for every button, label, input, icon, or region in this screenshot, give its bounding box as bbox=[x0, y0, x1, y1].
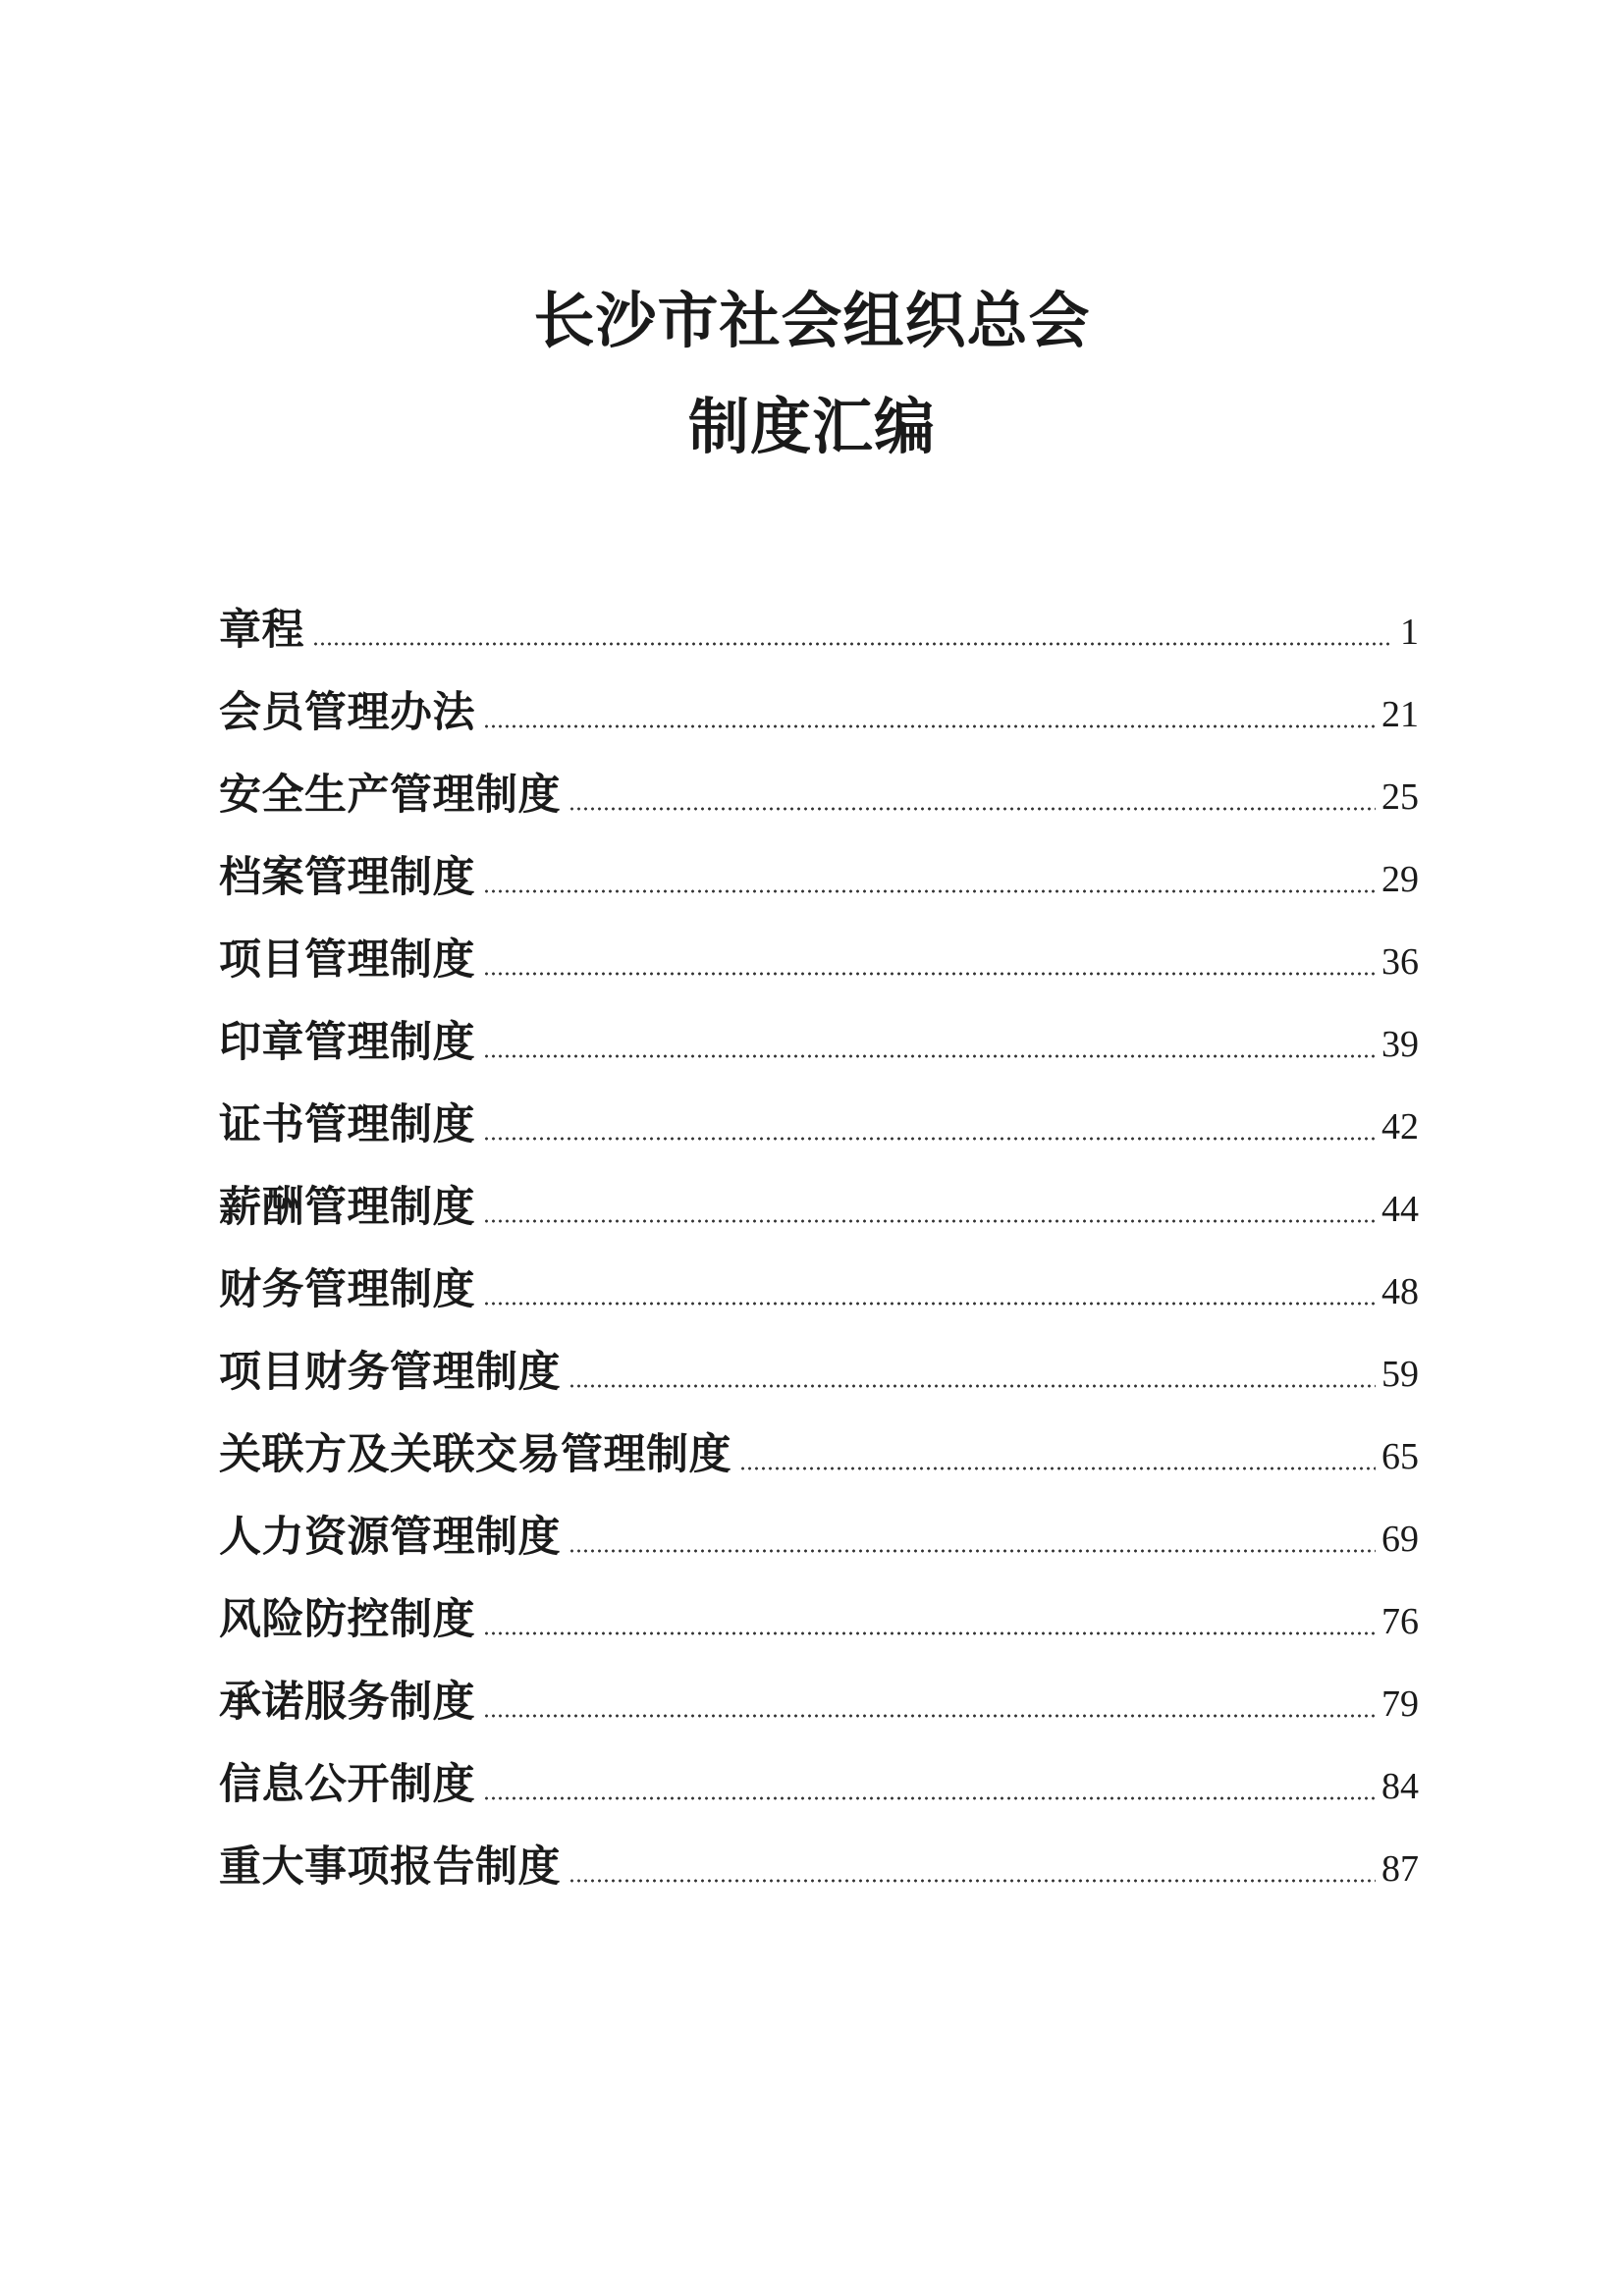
toc-entry-title: 财务管理制度 bbox=[219, 1265, 475, 1314]
toc-entry[interactable] bbox=[219, 1826, 1419, 1908]
toc-dot-leader bbox=[483, 1631, 1376, 1635]
toc-entry-page: 25 bbox=[1381, 776, 1419, 818]
toc-entry-page: 36 bbox=[1381, 941, 1419, 983]
toc-dot-leader bbox=[483, 972, 1376, 976]
toc-dot-leader bbox=[483, 1796, 1376, 1800]
toc-entry[interactable] bbox=[219, 919, 1419, 1001]
toc-entry-title: 项目财务管理制度 bbox=[219, 1348, 561, 1397]
toc-entry-title: 档案管理制度 bbox=[219, 853, 475, 902]
toc-entry-title: 会员管理办法 bbox=[219, 688, 475, 737]
toc-dot-leader bbox=[739, 1467, 1376, 1470]
toc-entry[interactable] bbox=[219, 1578, 1419, 1661]
toc-entry[interactable] bbox=[219, 1249, 1419, 1331]
toc-entry-title: 关联方及关联交易管理制度 bbox=[219, 1430, 731, 1479]
toc-entry-title: 项目管理制度 bbox=[219, 935, 475, 985]
toc-entry[interactable] bbox=[219, 1166, 1419, 1249]
toc-entry-page: 1 bbox=[1400, 612, 1419, 653]
toc-entry-page: 84 bbox=[1381, 1766, 1419, 1807]
toc-dot-leader bbox=[568, 1384, 1376, 1388]
title-line-compilation: 制度汇编 bbox=[687, 391, 936, 462]
toc-entry-page: 76 bbox=[1381, 1601, 1419, 1642]
toc-entry-page: 59 bbox=[1381, 1354, 1419, 1395]
toc-entry-page: 29 bbox=[1381, 859, 1419, 900]
toc-entry-title: 信息公开制度 bbox=[219, 1760, 475, 1809]
toc-dot-leader bbox=[568, 1879, 1376, 1883]
toc-entry-title: 风险防控制度 bbox=[219, 1595, 475, 1644]
toc-entry-title: 安全生产管理制度 bbox=[219, 771, 561, 820]
toc-entry[interactable] bbox=[219, 1331, 1419, 1414]
toc-dot-leader bbox=[568, 807, 1376, 811]
toc-entry[interactable] bbox=[219, 1743, 1419, 1826]
toc-dot-leader bbox=[568, 1549, 1376, 1553]
toc-entry[interactable] bbox=[219, 1084, 1419, 1166]
toc-entry-page: 48 bbox=[1381, 1271, 1419, 1312]
toc-dot-leader bbox=[483, 889, 1376, 893]
document-title bbox=[0, 285, 1624, 462]
toc-dot-leader bbox=[312, 642, 1393, 646]
toc-entry-page: 42 bbox=[1381, 1106, 1419, 1148]
toc-entry[interactable] bbox=[219, 671, 1419, 754]
toc-entry-title: 章程 bbox=[219, 606, 304, 655]
toc-entry-page: 44 bbox=[1381, 1189, 1419, 1230]
toc-entry-title: 证书管理制度 bbox=[219, 1100, 475, 1149]
toc-entry-title: 承诺服务制度 bbox=[219, 1678, 475, 1727]
toc-entry[interactable] bbox=[219, 1414, 1419, 1496]
table-of-contents bbox=[219, 589, 1419, 1908]
toc-dot-leader bbox=[483, 1714, 1376, 1718]
toc-entry[interactable] bbox=[219, 1001, 1419, 1084]
toc-entry[interactable] bbox=[219, 1496, 1419, 1578]
toc-entry[interactable] bbox=[219, 836, 1419, 919]
toc-entry[interactable] bbox=[219, 589, 1419, 671]
toc-entry-page: 79 bbox=[1381, 1683, 1419, 1725]
toc-dot-leader bbox=[483, 1219, 1376, 1223]
toc-entry-page: 65 bbox=[1381, 1436, 1419, 1477]
toc-dot-leader bbox=[483, 1054, 1376, 1058]
toc-entry-title: 印章管理制度 bbox=[219, 1018, 475, 1067]
toc-entry-title: 薪酬管理制度 bbox=[219, 1183, 475, 1232]
title-line-organization: 长沙市社会组织总会 bbox=[533, 285, 1091, 356]
toc-dot-leader bbox=[483, 1302, 1376, 1306]
toc-dot-leader bbox=[483, 724, 1376, 728]
toc-dot-leader bbox=[483, 1137, 1376, 1141]
toc-entry[interactable] bbox=[219, 1661, 1419, 1743]
toc-entry-page: 87 bbox=[1381, 1848, 1419, 1890]
toc-entry-page: 39 bbox=[1381, 1024, 1419, 1065]
toc-entry-title: 重大事项报告制度 bbox=[219, 1842, 561, 1892]
toc-entry-title: 人力资源管理制度 bbox=[219, 1513, 561, 1562]
toc-entry-page: 69 bbox=[1381, 1519, 1419, 1560]
toc-entry[interactable] bbox=[219, 754, 1419, 836]
toc-entry-page: 21 bbox=[1381, 694, 1419, 735]
